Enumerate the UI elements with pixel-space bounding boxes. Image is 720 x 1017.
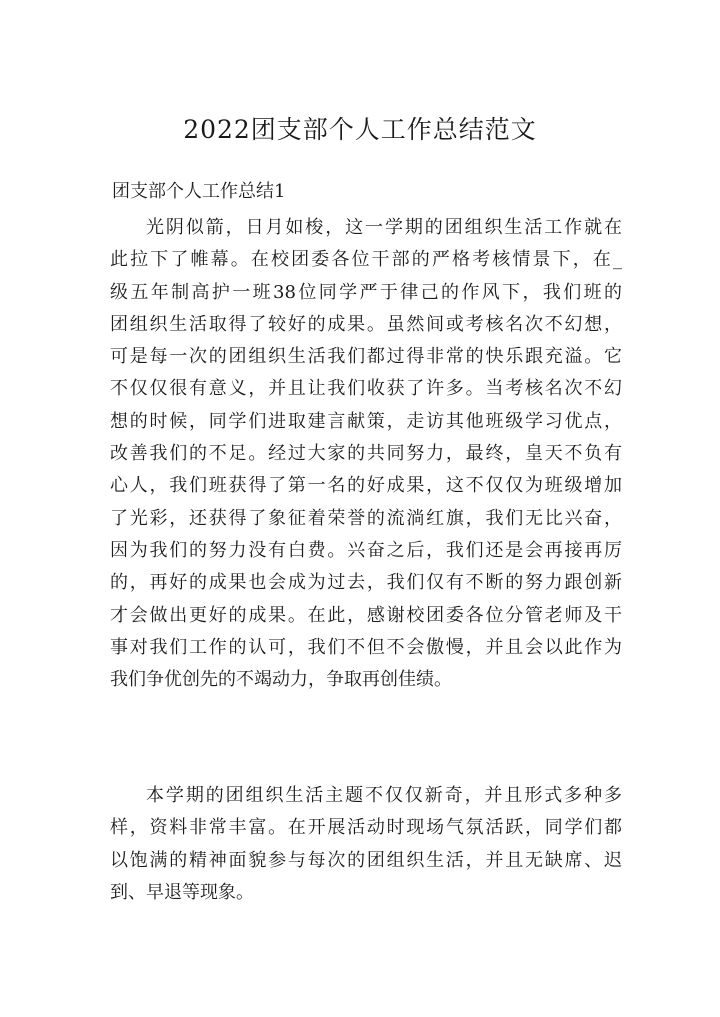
paragraph-line: 因为我们的努力没有白费。兴奋之后，我们还是会再接再厉 <box>110 539 622 561</box>
paragraph-line: 此拉下了帷幕。在校团委各位干部的严格考核情景下，在_ <box>110 249 622 271</box>
section-heading: 团支部个人工作总结1 <box>112 181 286 202</box>
paragraph-line: 样，资料非常丰富。在开展活动时现场气氛活跃，同学们都 <box>110 817 622 839</box>
paragraph-line: 光阴似箭，日月如梭，这一学期的团组织生活工作就在 <box>146 217 622 238</box>
paragraph-line: 改善我们的不足。经过大家的共同努力，最终，皇天不负有 <box>110 443 622 465</box>
paragraph-line: 我们争优创先的不竭动力，争取再创佳绩。 <box>110 669 452 691</box>
paragraph-line: 团组织生活取得了较好的成果。虽然间或考核名次不幻想， <box>110 313 622 335</box>
paragraph-line: 了光彩，还获得了象征着荣誉的流淌红旗，我们无比兴奋， <box>110 507 622 529</box>
paragraph-line: 事对我们工作的认可，我们不但不会傲慢，并且会以此作为 <box>110 636 622 658</box>
paragraph-line: 可是每一次的团组织生活我们都过得非常的快乐跟充溢。它 <box>110 346 622 368</box>
paragraph-line: 心人，我们班获得了第一名的好成果，这不仅仅为班级增加 <box>110 475 622 497</box>
paragraph-line: 的，再好的成果也会成为过去，我们仅有不断的努力跟创新 <box>110 572 622 594</box>
paragraph-line: 本学期的团组织生活主题不仅仅新奇，并且形式多种多 <box>146 785 622 806</box>
paragraph-line: 想的时候，同学们进取建言献策，走访其他班级学习优点， <box>110 410 622 432</box>
paragraph-1 <box>110 212 622 696</box>
paragraph-2 <box>110 780 622 909</box>
paragraph-line: 以饱满的精神面貌参与每次的团组织生活，并且无缺席、迟 <box>110 849 622 871</box>
document-title: 2022团支部个人工作总结范文 <box>183 115 537 144</box>
paragraph-line: 到、早退等现象。 <box>110 881 254 903</box>
paragraph-line: 级五年制高护一班38位同学严于律己的作风下，我们班的 <box>110 281 622 303</box>
paragraph-line: 不仅仅很有意义，并且让我们收获了许多。当考核名次不幻 <box>110 378 622 400</box>
paragraph-line: 才会做出更好的成果。在此，感谢校团委各位分管老师及干 <box>110 604 622 626</box>
